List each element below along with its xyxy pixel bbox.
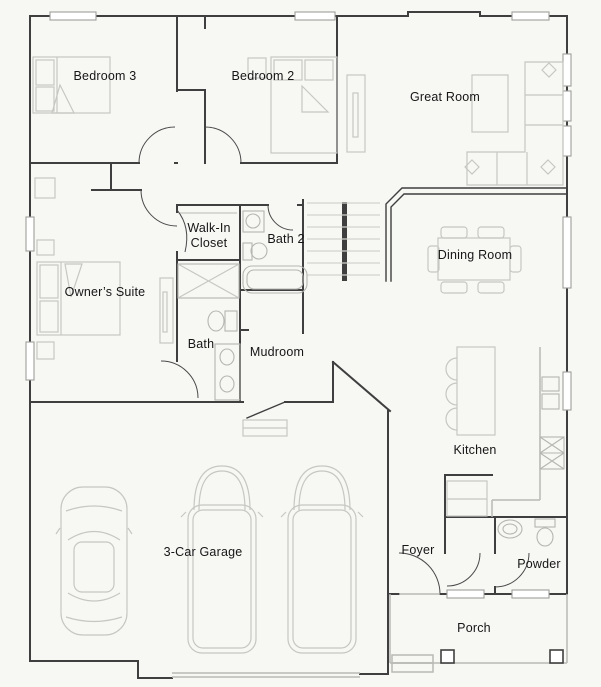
room-label-powder: Powder [517, 557, 561, 571]
room-label-garage: 3-Car Garage [163, 545, 243, 559]
room-label-porch: Porch [457, 621, 491, 635]
room-label-kitchen: Kitchen [453, 443, 497, 457]
room-label-owners-suite: Owner’s Suite [64, 285, 146, 299]
room-label-dining-room: Dining Room [437, 248, 513, 262]
room-label-bath-2: Bath 2 [267, 232, 305, 246]
room-label-bath: Bath [187, 337, 215, 351]
room-label-bedroom-2: Bedroom 2 [231, 69, 295, 83]
room-label-mudroom: Mudroom [249, 345, 305, 359]
room-label-walk-in: Walk-In [187, 221, 231, 235]
room-label-closet: Closet [190, 236, 228, 250]
room-label-great-room: Great Room [409, 90, 481, 104]
porch-column [441, 650, 454, 663]
room-label-foyer: Foyer [401, 543, 435, 557]
porch-column [550, 650, 563, 663]
room-label-bedroom-3: Bedroom 3 [73, 69, 137, 83]
